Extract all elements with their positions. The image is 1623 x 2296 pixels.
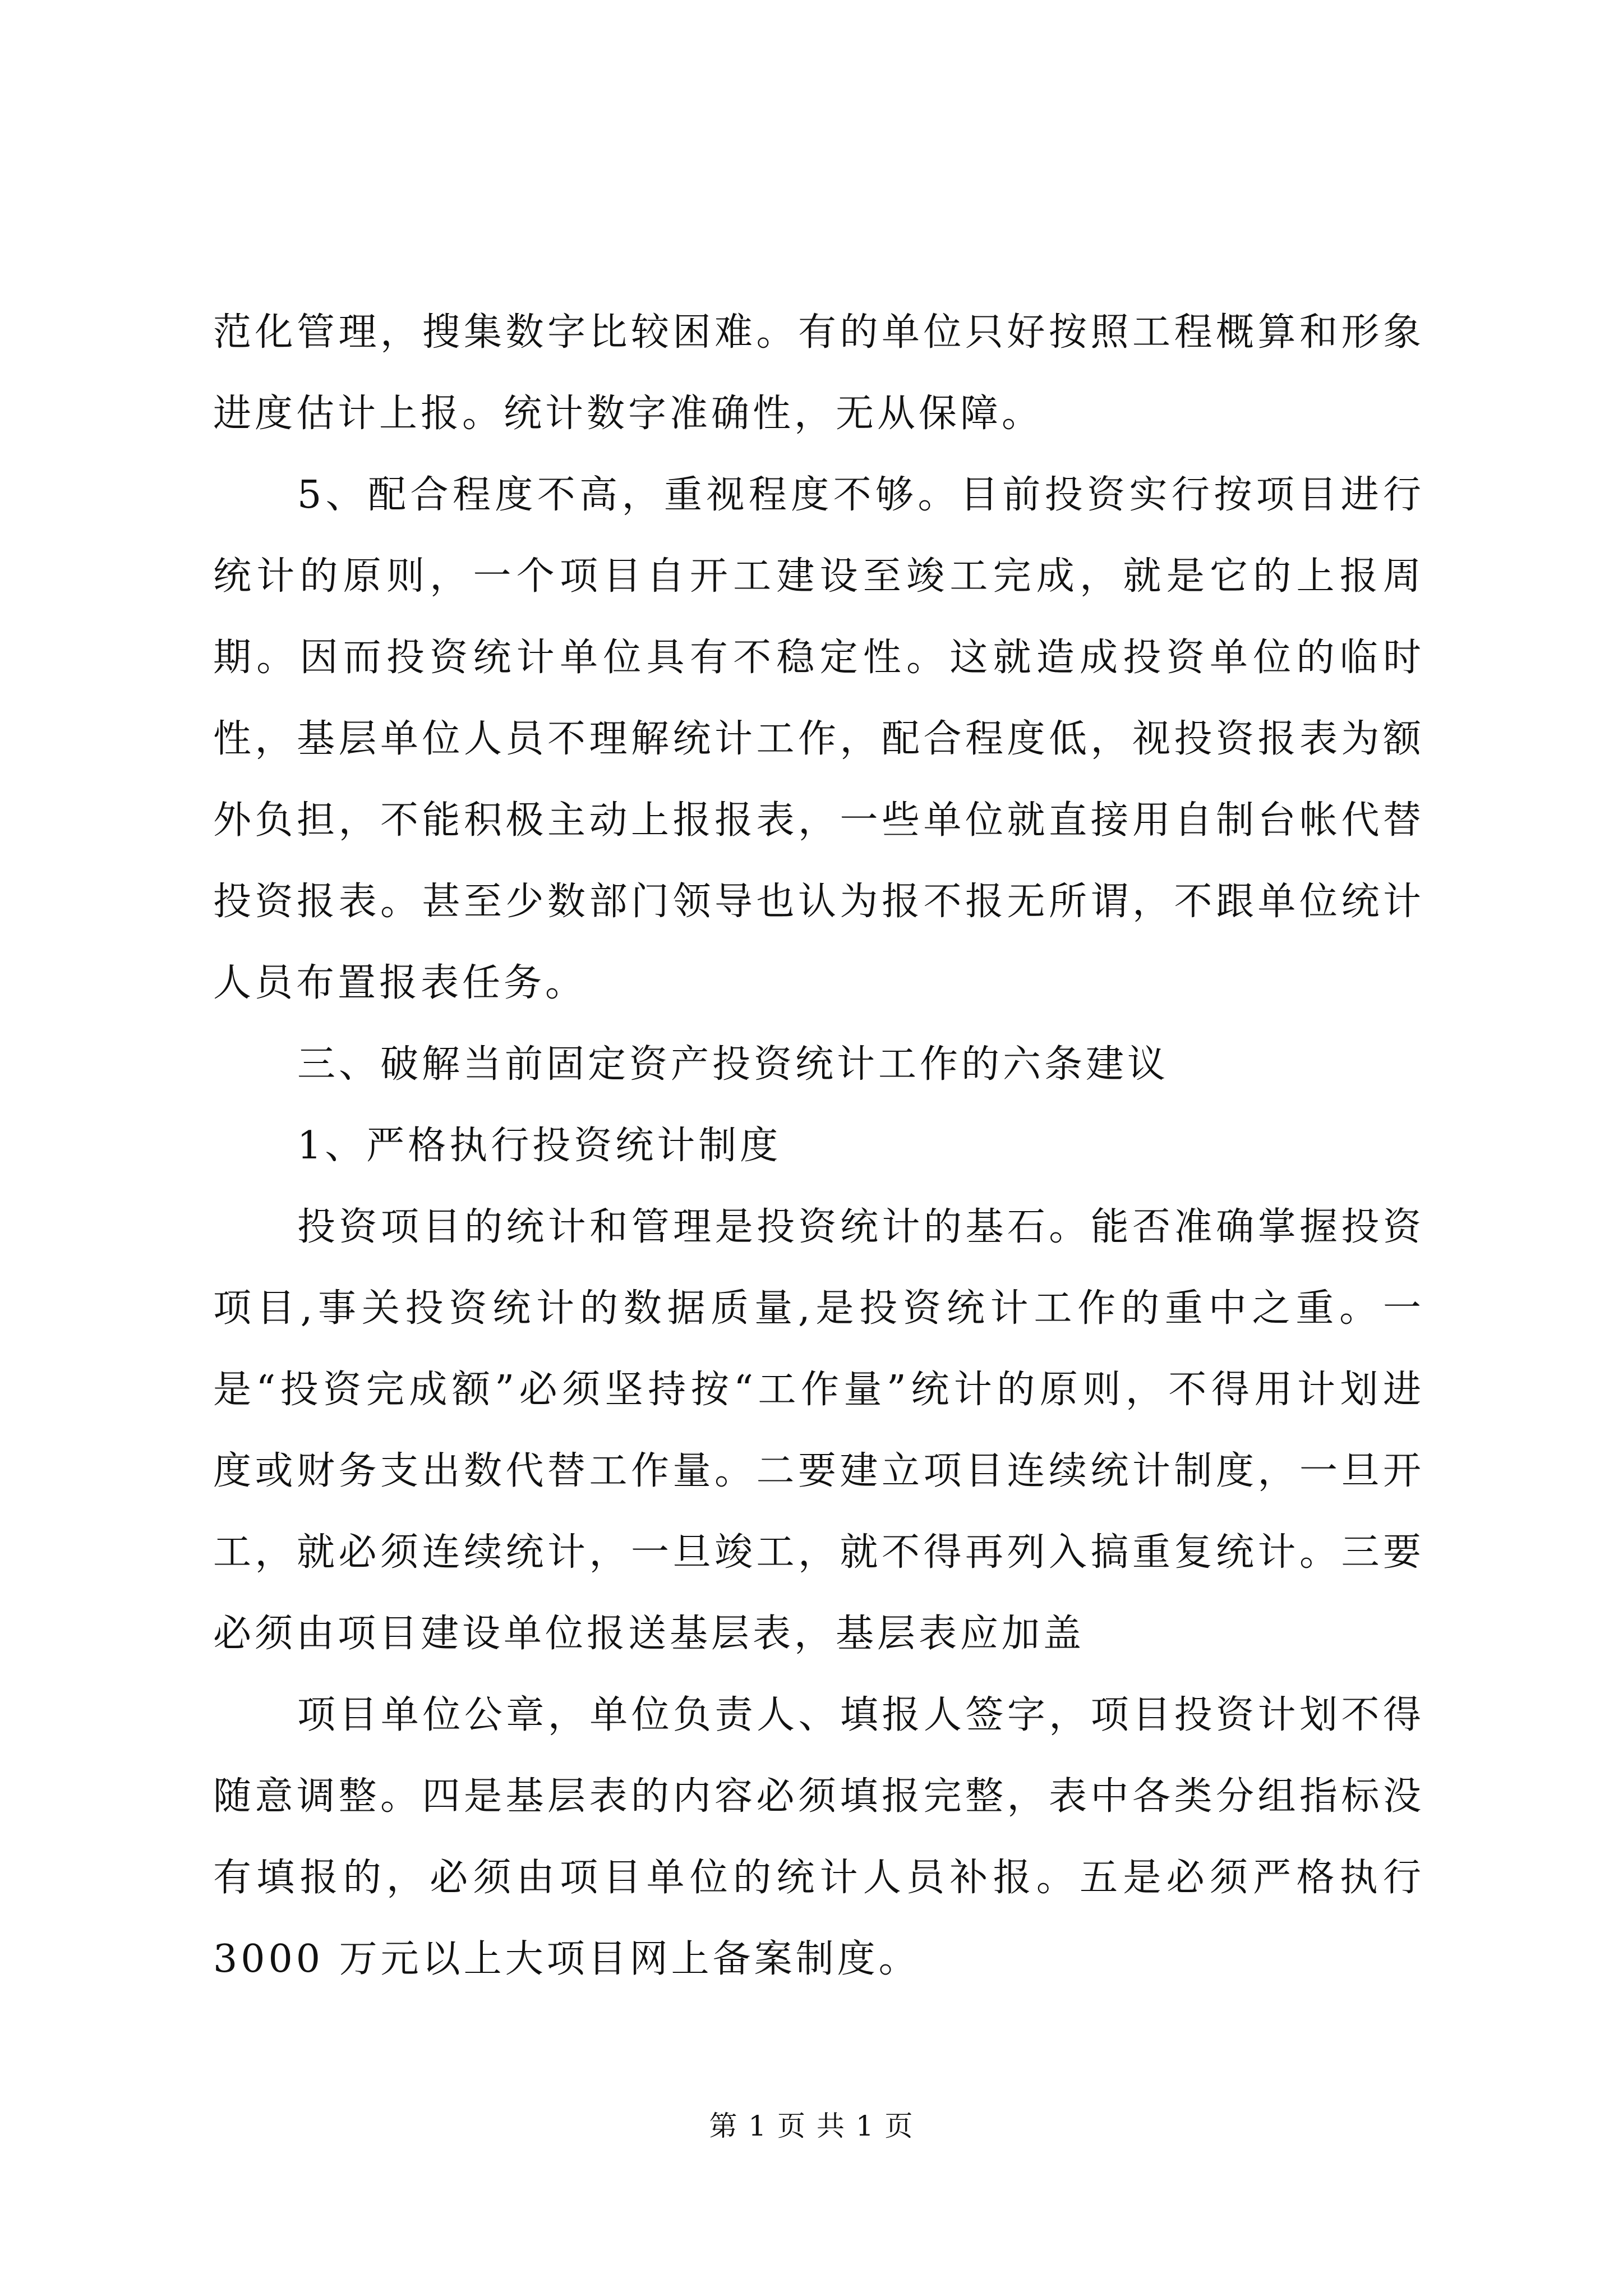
paragraph-project-seal: 项目单位公章，单位负责人、填报人签字，项目投资计划不得随意调整。四是基层表的内容必须填报完整，表中各类分组指标没有填报的，必须由项目单位的统计人员补报。五是必须严格执行 3000 万元以上大项目网上备案制度。 [213,1693,1424,1981]
page-footer: 第 1 页 共 1 页 [709,2110,914,2142]
section-heading-3: 三、破解当前固定资产投资统计工作的六条建议 [297,1042,1169,1087]
document-body [213,292,1424,2000]
subheading-1: 1、严格执行投资统计制度 [297,1124,782,1168]
paragraph-continuation: 范化管理，搜集数字比较困难。有的单位只好按照工程概算和形象进度估计上报。统计数字准确性，无从保障。 [213,310,1424,436]
paragraph-investment-projects: 投资项目的统计和管理是投资统计的基石。能否准确掌握投资项目,事关投资统计的数据质量,是投资统计工作的重中之重。一是“投资完成额”必须坚持按“工作量”统计的原则，不得用计划进度或财务支出数代替工作量。二要建立项目连续统计制度，一旦开工，就必须连续统计，一旦竣工，就不得再列入搞重复统计。三要必须由项目建设单位报送基层表，基层表应加盖 [213,1205,1424,1656]
paragraph-point-5: 5、配合程度不高，重视程度不够。目前投资实行按项目进行统计的原则，一个项目自开工建设至竣工完成，就是它的上报周期。因而投资统计单位具有不稳定性。这就造成投资单位的临时性，基层单位人员不理解统计工作，配合程度低，视投资报表为额外负担，不能积极主动上报报表，一些单位就直接用自制台帐代替投资报表。甚至少数部门领导也认为报不报无所谓，不跟单位统计人员布置报表任务。 [213,473,1424,1005]
